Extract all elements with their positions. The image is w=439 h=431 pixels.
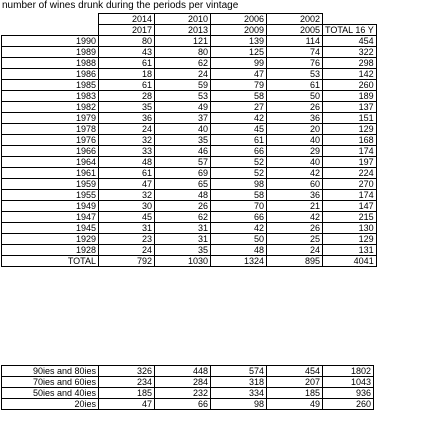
value-cell: 61 [99, 168, 155, 179]
value-cell: 23 [99, 234, 155, 245]
period-start-header: 2002 [267, 14, 323, 25]
value-cell: 137 [323, 102, 377, 113]
value-cell: 40 [267, 135, 323, 146]
table-row [2, 223, 377, 234]
table-row [2, 80, 377, 91]
value-cell: 40 [267, 157, 323, 168]
value-cell: 224 [323, 168, 377, 179]
value-cell: 49 [155, 102, 211, 113]
value-cell: 131 [323, 245, 377, 256]
total-row [2, 256, 377, 267]
value-cell: 79 [211, 80, 267, 91]
period-end-header: 2005 [267, 25, 323, 36]
vintage-label: 1989 [2, 47, 99, 58]
value-cell: 130 [323, 223, 377, 234]
period-start-header: 2014 [99, 14, 155, 25]
value-cell: 121 [155, 36, 211, 47]
summary-value-cell: 454 [267, 366, 323, 377]
value-cell: 48 [99, 157, 155, 168]
decade-summary-table [1, 365, 374, 410]
value-cell: 27 [211, 102, 267, 113]
value-cell: 62 [155, 58, 211, 69]
value-cell: 1324 [211, 256, 267, 267]
value-cell: 24 [99, 124, 155, 135]
value-cell: 50 [267, 91, 323, 102]
value-cell: 61 [211, 135, 267, 146]
value-cell: 45 [211, 124, 267, 135]
period-end-header: 2017 [99, 25, 155, 36]
table-row [2, 157, 377, 168]
summary-value-cell: 448 [155, 366, 211, 377]
vintage-label: 1990 [2, 36, 99, 47]
value-cell: 61 [99, 58, 155, 69]
summary-value-cell: 66 [155, 399, 211, 410]
table-row [2, 113, 377, 124]
value-cell: 66 [211, 146, 267, 157]
vintage-label: 1959 [2, 179, 99, 190]
summary-value-cell: 207 [267, 377, 323, 388]
table-row [2, 135, 377, 146]
table-row [2, 102, 377, 113]
table-row [2, 234, 377, 245]
value-cell: 58 [211, 190, 267, 201]
decade-label: 90ies and 80ies [2, 366, 99, 377]
value-cell: 24 [155, 69, 211, 80]
summary-value-cell: 49 [267, 399, 323, 410]
table-row [2, 58, 377, 69]
value-cell: 31 [99, 223, 155, 234]
value-cell: 30 [99, 201, 155, 212]
corner-cell [2, 14, 99, 25]
value-cell: 26 [267, 102, 323, 113]
vintage-label: 1976 [2, 135, 99, 146]
value-cell: 129 [323, 124, 377, 135]
table-row [2, 201, 377, 212]
value-cell: 21 [267, 201, 323, 212]
decade-label: 70ies and 60ies [2, 377, 99, 388]
value-cell: 31 [155, 223, 211, 234]
value-cell: 80 [99, 36, 155, 47]
value-cell: 168 [323, 135, 377, 146]
summary-row [2, 377, 374, 388]
value-cell: 151 [323, 113, 377, 124]
vintage-label: 1929 [2, 234, 99, 245]
vintage-label: 1955 [2, 190, 99, 201]
summary-value-cell: 185 [99, 388, 155, 399]
vintage-label: 1961 [2, 168, 99, 179]
value-cell: 24 [267, 245, 323, 256]
value-cell: 36 [267, 113, 323, 124]
value-cell: 36 [267, 190, 323, 201]
value-cell: 57 [155, 157, 211, 168]
vintage-label: 1988 [2, 58, 99, 69]
value-cell: 32 [99, 135, 155, 146]
value-cell: 114 [267, 36, 323, 47]
period-start-header: 2006 [211, 14, 267, 25]
summary-value-cell: 574 [211, 366, 267, 377]
value-cell: 139 [211, 36, 267, 47]
value-cell: 45 [99, 212, 155, 223]
summary-value-cell: 334 [211, 388, 267, 399]
value-cell: 35 [155, 135, 211, 146]
value-cell: 52 [211, 168, 267, 179]
vintage-label: 1986 [2, 69, 99, 80]
value-cell: 37 [155, 113, 211, 124]
decade-label: 20ies [2, 399, 99, 410]
vintage-label: 1978 [2, 124, 99, 135]
value-cell: 42 [211, 223, 267, 234]
value-cell: 174 [323, 190, 377, 201]
vintage-table [1, 13, 377, 267]
value-cell: 25 [267, 234, 323, 245]
value-cell: 895 [267, 256, 323, 267]
total-header: TOTAL 16 Y [323, 25, 377, 36]
summary-value-cell: 232 [155, 388, 211, 399]
table-row [2, 91, 377, 102]
vintage-label: 1985 [2, 80, 99, 91]
value-cell: 53 [155, 91, 211, 102]
value-cell: 62 [155, 212, 211, 223]
value-cell: 454 [323, 36, 377, 47]
corner-cell [2, 25, 99, 36]
value-cell: 60 [267, 179, 323, 190]
table-row [2, 69, 377, 80]
table-row [2, 124, 377, 135]
period-end-header: 2009 [211, 25, 267, 36]
vintage-label: 1966 [2, 146, 99, 157]
table-row [2, 245, 377, 256]
empty-cell [323, 14, 377, 25]
sheet-title: number of wines drunk during the periods per vintage [2, 0, 239, 11]
value-cell: 129 [323, 234, 377, 245]
summary-row [2, 366, 374, 377]
vintage-label: 1979 [2, 113, 99, 124]
value-cell: 47 [99, 179, 155, 190]
value-cell: 35 [99, 102, 155, 113]
value-cell: 142 [323, 69, 377, 80]
value-cell: 42 [267, 168, 323, 179]
value-cell: 76 [267, 58, 323, 69]
value-cell: 28 [99, 91, 155, 102]
value-cell: 48 [155, 190, 211, 201]
value-cell: 59 [155, 80, 211, 91]
value-cell: 322 [323, 47, 377, 58]
value-cell: 65 [155, 179, 211, 190]
value-cell: 32 [99, 190, 155, 201]
vintage-label: 1945 [2, 223, 99, 234]
value-cell: 260 [323, 80, 377, 91]
value-cell: 270 [323, 179, 377, 190]
value-cell: 174 [323, 146, 377, 157]
summary-value-cell: 260 [323, 399, 374, 410]
value-cell: 47 [211, 69, 267, 80]
table-row [2, 179, 377, 190]
period-start-header: 2010 [155, 14, 211, 25]
value-cell: 48 [211, 245, 267, 256]
value-cell: 80 [155, 47, 211, 58]
table-row [2, 212, 377, 223]
value-cell: 24 [99, 245, 155, 256]
value-cell: 33 [99, 146, 155, 157]
value-cell: 4041 [323, 256, 377, 267]
vintage-label: 1983 [2, 91, 99, 102]
summary-value-cell: 1802 [323, 366, 374, 377]
vintage-label: TOTAL [2, 256, 99, 267]
value-cell: 40 [155, 124, 211, 135]
value-cell: 298 [323, 58, 377, 69]
value-cell: 1030 [155, 256, 211, 267]
value-cell: 66 [211, 212, 267, 223]
table-row [2, 146, 377, 157]
value-cell: 42 [267, 212, 323, 223]
value-cell: 18 [99, 69, 155, 80]
vintage-label: 1928 [2, 245, 99, 256]
value-cell: 61 [99, 80, 155, 91]
value-cell: 29 [267, 146, 323, 157]
value-cell: 50 [211, 234, 267, 245]
table-row [2, 168, 377, 179]
summary-value-cell: 326 [99, 366, 155, 377]
summary-value-cell: 936 [323, 388, 374, 399]
summary-value-cell: 318 [211, 377, 267, 388]
summary-value-cell: 234 [99, 377, 155, 388]
value-cell: 197 [323, 157, 377, 168]
value-cell: 215 [323, 212, 377, 223]
table-row [2, 190, 377, 201]
summary-value-cell: 98 [211, 399, 267, 410]
summary-value-cell: 47 [99, 399, 155, 410]
value-cell: 46 [155, 146, 211, 157]
summary-value-cell: 284 [155, 377, 211, 388]
value-cell: 42 [211, 113, 267, 124]
value-cell: 125 [211, 47, 267, 58]
value-cell: 99 [211, 58, 267, 69]
summary-row [2, 399, 374, 410]
table-row [2, 47, 377, 58]
vintage-label: 1949 [2, 201, 99, 212]
value-cell: 53 [267, 69, 323, 80]
summary-value-cell: 1043 [323, 377, 374, 388]
vintage-label: 1964 [2, 157, 99, 168]
value-cell: 35 [155, 245, 211, 256]
value-cell: 43 [99, 47, 155, 58]
value-cell: 26 [267, 223, 323, 234]
vintage-label: 1982 [2, 102, 99, 113]
value-cell: 58 [211, 91, 267, 102]
decade-label: 50ies and 40ies [2, 388, 99, 399]
value-cell: 26 [155, 201, 211, 212]
vintage-label: 1947 [2, 212, 99, 223]
summary-value-cell: 185 [267, 388, 323, 399]
value-cell: 36 [99, 113, 155, 124]
value-cell: 98 [211, 179, 267, 190]
header-row-start [2, 14, 377, 25]
value-cell: 69 [155, 168, 211, 179]
value-cell: 61 [267, 80, 323, 91]
period-end-header: 2013 [155, 25, 211, 36]
value-cell: 74 [267, 47, 323, 58]
table-row [2, 36, 377, 47]
summary-row [2, 388, 374, 399]
value-cell: 70 [211, 201, 267, 212]
value-cell: 147 [323, 201, 377, 212]
value-cell: 20 [267, 124, 323, 135]
value-cell: 52 [211, 157, 267, 168]
header-row-end [2, 25, 377, 36]
value-cell: 792 [99, 256, 155, 267]
value-cell: 31 [155, 234, 211, 245]
value-cell: 189 [323, 91, 377, 102]
